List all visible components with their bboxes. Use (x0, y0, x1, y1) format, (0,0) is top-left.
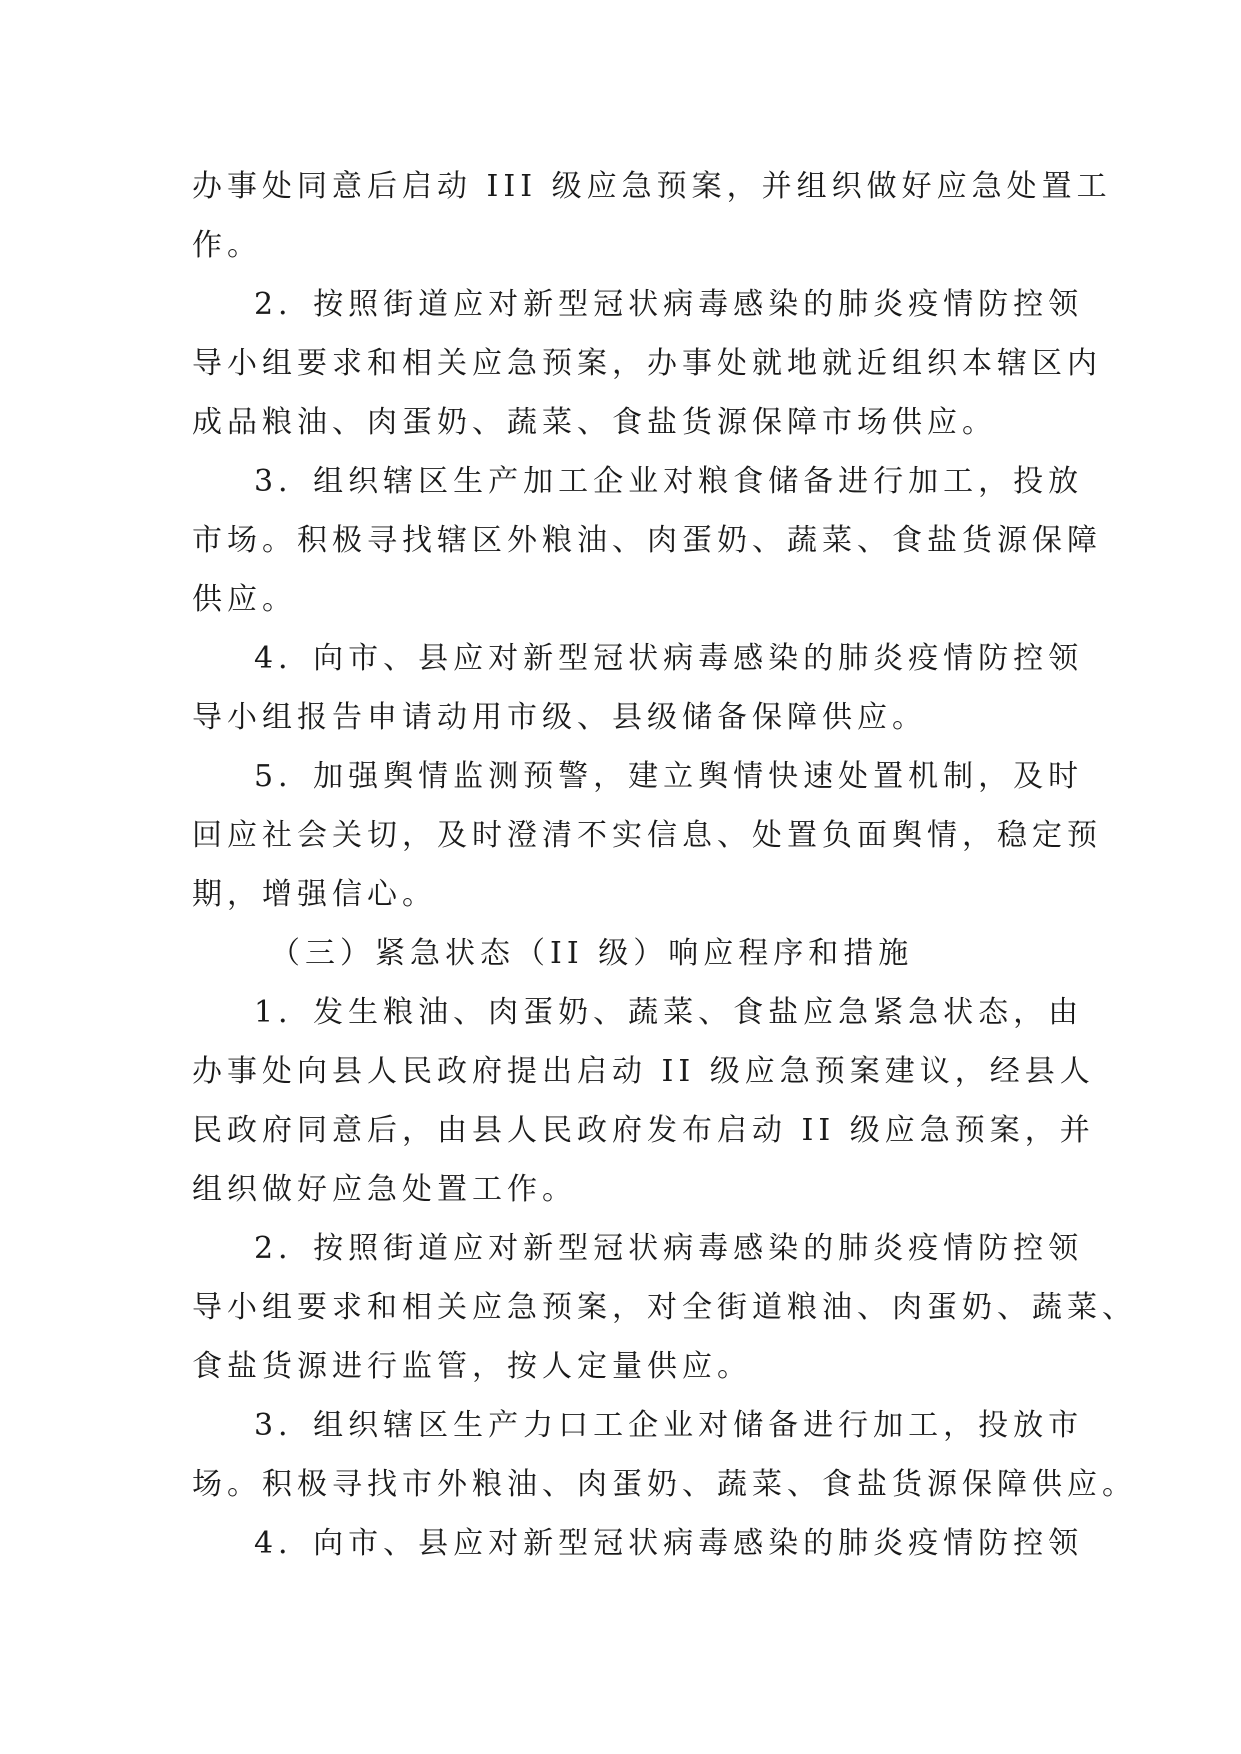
heading-text: （三）紧急状态（II 级）响应程序和措施 (270, 936, 914, 971)
text-line: 食盐货源进行监管，按人定量供应。 (192, 1349, 752, 1384)
text-line: 导小组要求和相关应急预案，对全街道粮油、肉蛋奶、蔬菜、 (192, 1290, 1137, 1325)
text-line: 民政府同意后，由县人民政府发布启动 II 级应急预案，并 (192, 1113, 1095, 1148)
text-line: 导小组要求和相关应急预案，办事处就地就近组织本辖区内 (192, 346, 1102, 381)
text-line: 供应。 (192, 582, 297, 617)
text-line: 场。积极寻找市外粮油、肉蛋奶、蔬菜、食盐货源保障供应。 (192, 1467, 1137, 1502)
document-body (192, 157, 1137, 1573)
text-line: 作。 (192, 228, 262, 263)
text-line: 组织做好应急处置工作。 (192, 1172, 577, 1207)
paragraph (192, 747, 1102, 924)
text-line: 办事处同意后启动 III 级应急预案，并组织做好应急处置工 (192, 169, 1112, 204)
section-heading (192, 924, 1052, 983)
text-line: 4．向市、县应对新型冠状病毒感染的肺炎疫情防控领 (254, 1526, 1084, 1561)
text-line: 2．按照街道应对新型冠状病毒感染的肺炎疫情防控领 (254, 1231, 1084, 1266)
text-line: 1．发生粮油、肉蛋奶、蔬菜、食盐应急紧急状态，由 (254, 995, 1084, 1030)
text-line: 3．组织辖区生产加工企业对粮食储备进行加工，投放 (254, 464, 1084, 499)
paragraph (192, 983, 1095, 1219)
paragraph (192, 1396, 1137, 1514)
paragraph (192, 1219, 1137, 1396)
text-line: 导小组报告申请动用市级、县级储备保障供应。 (192, 700, 927, 735)
text-line: 4．向市、县应对新型冠状病毒感染的肺炎疫情防控领 (254, 641, 1084, 676)
paragraph (192, 275, 1102, 452)
paragraph (192, 1514, 1084, 1573)
paragraph (192, 629, 1084, 747)
text-line: 回应社会关切，及时澄清不实信息、处置负面舆情，稳定预 (192, 818, 1102, 853)
paragraph (192, 157, 1112, 275)
text-line: 办事处向县人民政府提出启动 II 级应急预案建议，经县人 (192, 1054, 1095, 1089)
text-line: 市场。积极寻找辖区外粮油、肉蛋奶、蔬菜、食盐货源保障 (192, 523, 1102, 558)
text-line: 2．按照街道应对新型冠状病毒感染的肺炎疫情防控领 (254, 287, 1084, 322)
text-line: 期，增强信心。 (192, 877, 437, 912)
text-line: 5．加强舆情监测预警，建立舆情快速处置机制，及时 (254, 759, 1084, 794)
paragraph (192, 452, 1102, 629)
text-line: 3．组织辖区生产力口工企业对储备进行加工，投放市 (254, 1408, 1084, 1443)
text-line: 成品粮油、肉蛋奶、蔬菜、食盐货源保障市场供应。 (192, 405, 997, 440)
